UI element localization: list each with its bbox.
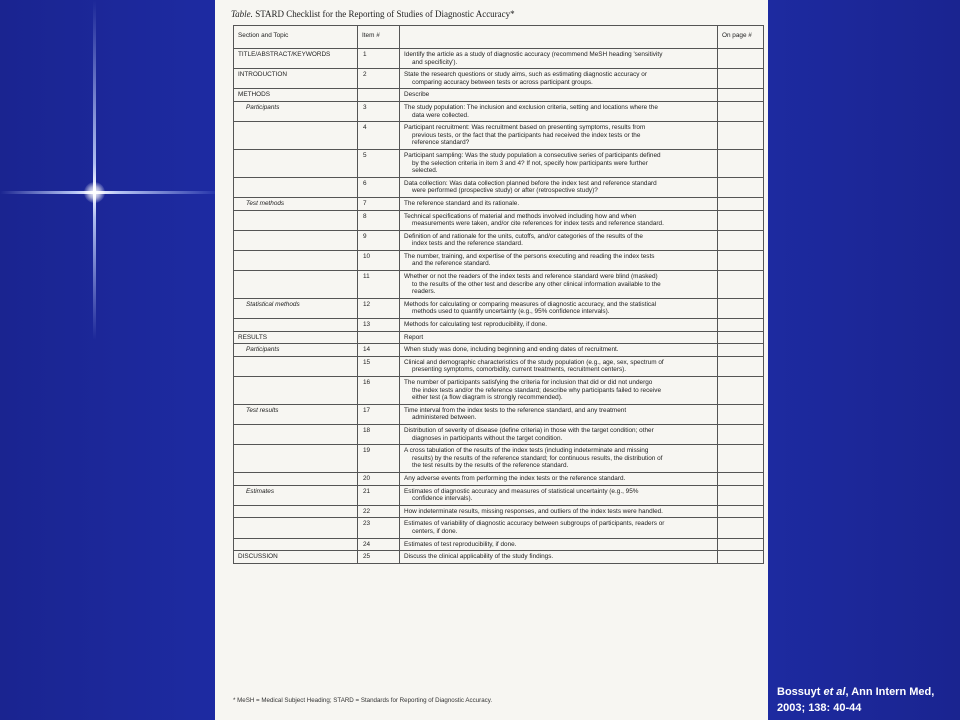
- description-line: Any adverse events from performing the index tests or the reference standard.: [404, 474, 626, 482]
- description-line: readers.: [412, 288, 436, 296]
- table-row: [234, 49, 764, 69]
- header-on-page: On page #: [718, 26, 764, 49]
- table-body: [234, 49, 764, 564]
- on-page-cell: [718, 230, 764, 250]
- on-page-cell: [718, 122, 764, 150]
- description-line: Whether or not the readers of the index tests and reference standard were blind (masked): [404, 273, 658, 281]
- description-line: Participant sampling: Was the study population a consecutive series of participants defined: [404, 151, 661, 159]
- item-number-cell: 7: [358, 197, 400, 210]
- section-topic-cell: [234, 149, 358, 177]
- description-line: confidence intervals).: [412, 495, 473, 503]
- section-topic-cell: [234, 122, 358, 150]
- description-cell: [400, 518, 718, 538]
- description-cell: [400, 122, 718, 150]
- section-topic-cell: INTRODUCTION: [234, 69, 358, 89]
- description-line: The reference standard and its rationale.: [404, 199, 520, 207]
- description-line: The number, training, and expertise of the persons executing and reading the index tests: [404, 252, 655, 260]
- table-row: [234, 250, 764, 270]
- item-number-cell: [358, 331, 400, 344]
- description-line: methods used to quantify uncertainty (e.g., 95% confidence intervals).: [412, 308, 610, 316]
- description-line: reference standard?: [412, 139, 470, 147]
- table-row: [234, 331, 764, 344]
- description-line: Distribution of severity of disease (define criteria) in those with the target condition; other: [404, 426, 654, 434]
- description-line: by the selection criteria in item 3 and 4? If not, specify how participants were further: [412, 159, 648, 167]
- description-line: previous tests, or the fact that the participants had received the index tests or the: [412, 131, 641, 139]
- stard-checklist-table: [233, 25, 764, 564]
- section-topic-cell: Participants: [234, 344, 358, 357]
- description-cell: [400, 344, 718, 357]
- description-cell: [400, 319, 718, 332]
- sparkle-star-icon: [84, 182, 105, 203]
- table-label: Table.: [231, 9, 253, 19]
- table-row: [234, 485, 764, 505]
- on-page-cell: [718, 69, 764, 89]
- section-topic-cell: [234, 377, 358, 405]
- item-number-cell: 22: [358, 505, 400, 518]
- table-row: [234, 424, 764, 444]
- description-cell: [400, 298, 718, 318]
- header-item-number: Item #: [358, 26, 400, 49]
- table-row: [234, 319, 764, 332]
- description-line: results) by the results of the reference standard; for continuous results, the distribution of: [412, 454, 663, 462]
- description-line: were performed (prospective study) or after (retrospective study)?: [412, 187, 598, 195]
- item-number-cell: 8: [358, 210, 400, 230]
- description-line: measurements were taken, and/or cite references for index tests and reference standard.: [412, 220, 664, 228]
- item-number-cell: 9: [358, 230, 400, 250]
- item-number-cell: 25: [358, 551, 400, 564]
- table-row: [234, 538, 764, 551]
- section-topic-cell: [234, 210, 358, 230]
- table-row: [234, 404, 764, 424]
- description-line: State the research questions or study aims, such as estimating diagnostic accuracy or: [404, 71, 647, 79]
- description-cell: [400, 377, 718, 405]
- description-cell: [400, 505, 718, 518]
- item-number-cell: 5: [358, 149, 400, 177]
- description-cell: [400, 49, 718, 69]
- on-page-cell: [718, 424, 764, 444]
- description-cell: [400, 149, 718, 177]
- table-row: [234, 230, 764, 250]
- item-number-cell: 12: [358, 298, 400, 318]
- description-cell: [400, 424, 718, 444]
- description-line: The number of participants satisfying the criteria for inclusion that did or did not undergo: [404, 379, 653, 386]
- table-title: [231, 9, 515, 19]
- description-line: administered between.: [412, 414, 477, 422]
- description-line: Participant recruitment: Was recruitment based on presenting symptoms, results from: [404, 124, 646, 132]
- item-number-cell: [358, 89, 400, 102]
- description-line: index tests and the reference standard.: [412, 240, 523, 248]
- description-cell: [400, 331, 718, 344]
- section-topic-cell: [234, 271, 358, 299]
- description-line: Discuss the clinical applicability of the study findings.: [404, 553, 554, 561]
- section-topic-cell: Estimates: [234, 485, 358, 505]
- description-line: Clinical and demographic characteristics of the study population (e.g., age, sex, spectrum of: [404, 358, 664, 366]
- on-page-cell: [718, 356, 764, 376]
- description-cell: [400, 210, 718, 230]
- table-row: [234, 197, 764, 210]
- item-number-cell: 15: [358, 356, 400, 376]
- on-page-cell: [718, 505, 764, 518]
- on-page-cell: [718, 538, 764, 551]
- description-line: the test results by the results of the reference standard.: [412, 462, 569, 470]
- table-row: [234, 149, 764, 177]
- description-line: Methods for calculating test reproducibility, if done.: [404, 321, 548, 329]
- on-page-cell: [718, 344, 764, 357]
- table-row: [234, 356, 764, 376]
- table-row: [234, 445, 764, 473]
- description-line: The study population: The inclusion and exclusion criteria, setting and locations where the: [404, 103, 658, 111]
- on-page-cell: [718, 197, 764, 210]
- description-line: Identify the article as a study of diagnostic accuracy (recommend MeSH heading 'sensitivity: [404, 51, 663, 58]
- table-row: [234, 89, 764, 102]
- description-line: Estimates of test reproducibility, if done.: [404, 540, 517, 548]
- on-page-cell: [718, 551, 764, 564]
- description-line: Definition of and rationale for the units, cutoffs, and/or categories of the results of the: [404, 232, 643, 240]
- table-title-text: STARD Checklist for the Reporting of Studies of Diagnostic Accuracy*: [255, 9, 515, 19]
- table-row: [234, 472, 764, 485]
- table-row: [234, 551, 764, 564]
- table-header-row: [234, 26, 764, 49]
- description-cell: [400, 69, 718, 89]
- section-topic-cell: [234, 472, 358, 485]
- on-page-cell: [718, 331, 764, 344]
- description-cell: [400, 538, 718, 551]
- section-topic-cell: [234, 319, 358, 332]
- description-line: Estimates of diagnostic accuracy and measures of statistical uncertainty (e.g., 95%: [404, 487, 639, 495]
- on-page-cell: [718, 518, 764, 538]
- section-topic-cell: [234, 424, 358, 444]
- description-line: When study was done, including beginning and ending dates of recruitment.: [404, 346, 619, 354]
- description-line: diagnoses in participants without the target condition.: [412, 434, 563, 442]
- table-row: [234, 377, 764, 405]
- description-line: and the reference standard.: [412, 260, 491, 268]
- description-line: data were collected.: [412, 111, 469, 119]
- description-line: to the results of the other test and describe any other clinical information available to the: [412, 280, 661, 288]
- description-cell: [400, 485, 718, 505]
- section-topic-cell: [234, 518, 358, 538]
- citation-etal: et al: [823, 686, 846, 698]
- section-topic-cell: TITLE/ABSTRACT/KEYWORDS: [234, 49, 358, 69]
- section-topic-cell: Test results: [234, 404, 358, 424]
- item-number-cell: 23: [358, 518, 400, 538]
- on-page-cell: [718, 445, 764, 473]
- section-topic-cell: DISCUSSION: [234, 551, 358, 564]
- section-topic-cell: [234, 538, 358, 551]
- item-number-cell: 19: [358, 445, 400, 473]
- on-page-cell: [718, 319, 764, 332]
- on-page-cell: [718, 298, 764, 318]
- on-page-cell: [718, 485, 764, 505]
- item-number-cell: 20: [358, 472, 400, 485]
- description-line: A cross tabulation of the results of the index tests (including indeterminate and missing: [404, 447, 649, 455]
- table-row: [234, 271, 764, 299]
- item-number-cell: 24: [358, 538, 400, 551]
- item-number-cell: 6: [358, 177, 400, 197]
- table-row: [234, 122, 764, 150]
- table-row: [234, 298, 764, 318]
- description-line: Report: [404, 333, 424, 341]
- description-cell: [400, 404, 718, 424]
- section-topic-cell: METHODS: [234, 89, 358, 102]
- sparkle-vertical-ray: [93, 0, 96, 340]
- item-number-cell: 13: [358, 319, 400, 332]
- description-cell: [400, 356, 718, 376]
- section-topic-cell: [234, 230, 358, 250]
- description-cell: [400, 472, 718, 485]
- item-number-cell: 3: [358, 101, 400, 121]
- table-row: [234, 177, 764, 197]
- item-number-cell: 10: [358, 250, 400, 270]
- on-page-cell: [718, 404, 764, 424]
- table-row: [234, 101, 764, 121]
- item-number-cell: 17: [358, 404, 400, 424]
- item-number-cell: 21: [358, 485, 400, 505]
- section-topic-cell: Statistical methods: [234, 298, 358, 318]
- section-topic-cell: [234, 177, 358, 197]
- on-page-cell: [718, 210, 764, 230]
- description-cell: [400, 551, 718, 564]
- description-line: selected.: [412, 167, 438, 175]
- on-page-cell: [718, 250, 764, 270]
- description-line: How indeterminate results, missing responses, and outliers of the index tests were handled.: [404, 507, 663, 515]
- citation: [777, 684, 960, 716]
- description-line: and specificity').: [412, 58, 458, 66]
- table-row: [234, 210, 764, 230]
- description-line: Methods for calculating or comparing measures of diagnostic accuracy, and the statistical: [404, 300, 657, 308]
- section-topic-cell: Test methods: [234, 197, 358, 210]
- on-page-cell: [718, 271, 764, 299]
- section-topic-cell: RESULTS: [234, 331, 358, 344]
- header-description: [400, 26, 718, 49]
- item-number-cell: 18: [358, 424, 400, 444]
- description-cell: [400, 177, 718, 197]
- description-line: Time interval from the index tests to the reference standard, and any treatment: [404, 406, 627, 414]
- section-topic-cell: [234, 356, 358, 376]
- citation-journal: , Ann Intern Med,: [845, 686, 935, 698]
- description-cell: [400, 271, 718, 299]
- description-line: Estimates of variability of diagnostic accuracy between subgroups of participants, readers or: [404, 520, 665, 528]
- section-topic-cell: [234, 445, 358, 473]
- scanned-document-page: [215, 0, 768, 720]
- on-page-cell: [718, 177, 764, 197]
- sparkle-horizontal-ray: [0, 191, 215, 194]
- section-topic-cell: Participants: [234, 101, 358, 121]
- table-row: [234, 505, 764, 518]
- description-line: Technical specifications of material and methods involved including how and when: [404, 212, 637, 220]
- item-number-cell: 1: [358, 49, 400, 69]
- on-page-cell: [718, 101, 764, 121]
- table-row: [234, 344, 764, 357]
- table-row: [234, 69, 764, 89]
- item-number-cell: 4: [358, 122, 400, 150]
- on-page-cell: [718, 149, 764, 177]
- citation-details: 2003; 138: 40-44: [777, 702, 862, 714]
- description-line: Describe: [404, 91, 430, 99]
- section-topic-cell: [234, 250, 358, 270]
- citation-authors: Bossuyt: [777, 686, 821, 698]
- item-number-cell: 2: [358, 69, 400, 89]
- section-topic-cell: [234, 505, 358, 518]
- description-cell: [400, 197, 718, 210]
- description-line: either test (a flow diagram is strongly recommended).: [412, 394, 563, 402]
- on-page-cell: [718, 377, 764, 405]
- description-cell: [400, 89, 718, 102]
- item-number-cell: 14: [358, 344, 400, 357]
- table-footnote: * MeSH = Medical Subject Heading; STARD = Standards for Reporting of Diagnostic Accuracy.: [233, 697, 493, 704]
- description-line: centers, if done.: [412, 527, 458, 535]
- description-cell: [400, 230, 718, 250]
- description-line: Data collection: Was data collection planned before the index test and reference standard: [404, 179, 657, 187]
- item-number-cell: 16: [358, 377, 400, 405]
- description-cell: [400, 250, 718, 270]
- item-number-cell: 11: [358, 271, 400, 299]
- on-page-cell: [718, 89, 764, 102]
- description-line: presenting symptoms, comorbidity, current treatments, recruitment centers).: [412, 366, 627, 374]
- description-cell: [400, 101, 718, 121]
- on-page-cell: [718, 49, 764, 69]
- description-line: comparing accuracy between tests or across participant groups.: [412, 78, 593, 86]
- header-section-topic: Section and Topic: [234, 26, 358, 49]
- description-cell: [400, 445, 718, 473]
- table-row: [234, 518, 764, 538]
- on-page-cell: [718, 472, 764, 485]
- description-line: the index tests and/or the reference standard; describe why participants failed to receive: [412, 386, 662, 394]
